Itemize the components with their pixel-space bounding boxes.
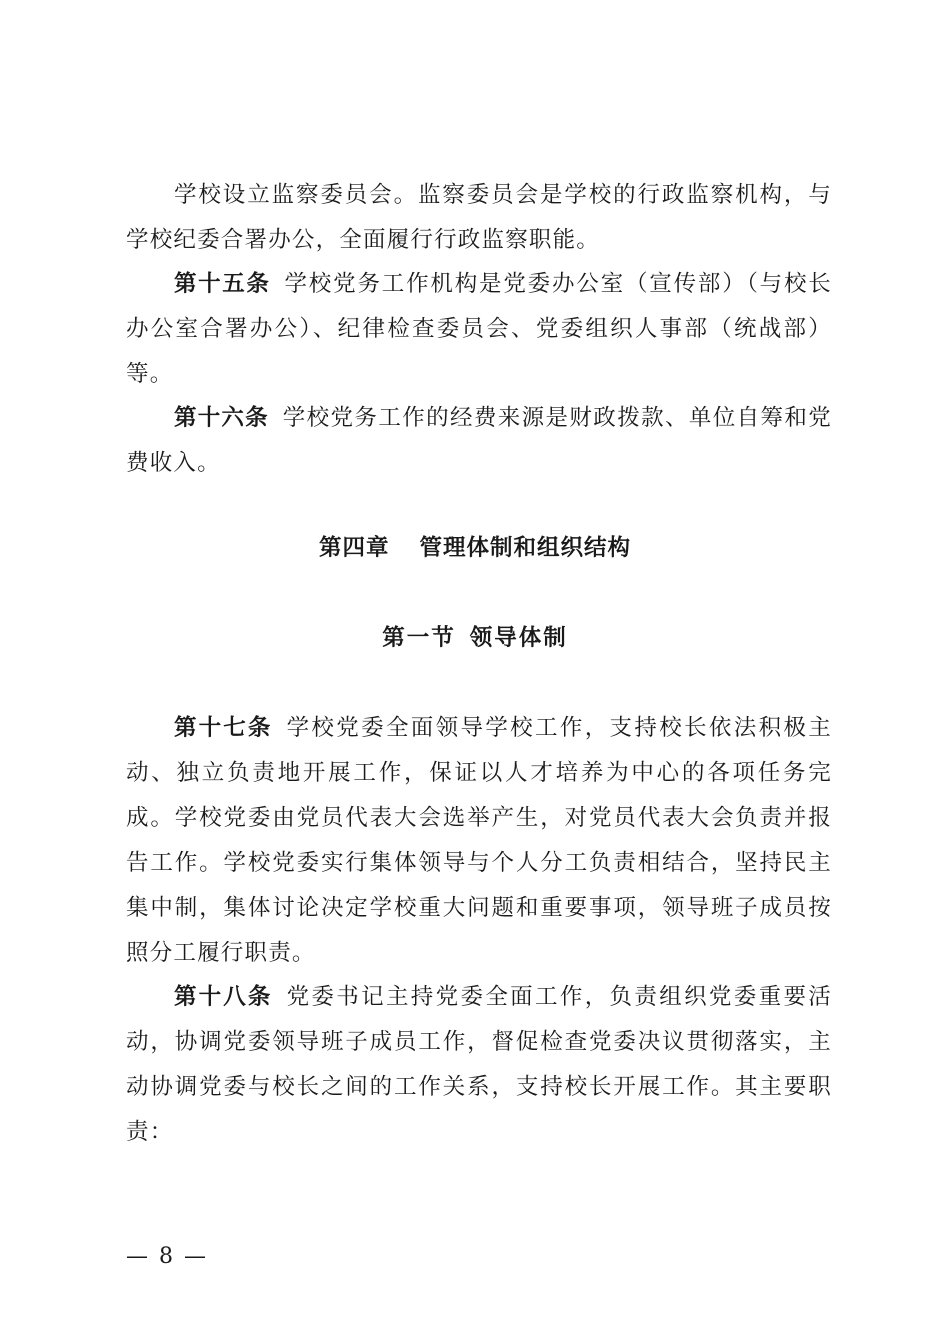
article-17 bbox=[126, 706, 832, 976]
article-text: 学校党委全面领导学校工作，支持校长依法积极主动、独立负责地开展工作，保证以人才培养为中心的各项任务完成。学校党委由党员代表大会选举产生，对党员代表大会负责并报告工作。学校党委实行集体领导与个人分工负责相结合，坚持民主集中制，集体讨论决定学校重大问题和重要事项，领导班子成员按照分工履行职责。 bbox=[126, 715, 832, 966]
article-text: 党委书记主持党委全面工作，负责组织党委重要活动，协调党委领导班子成员工作，督促检查党委决议贯彻落实，主动协调党委与校长之间的工作关系，支持校长开展工作。其主要职责： bbox=[126, 984, 832, 1145]
chapter-heading bbox=[0, 530, 950, 562]
section-title: 领导体制 bbox=[469, 625, 568, 651]
article-text: 学校党务工作机构是党委办公室（宣传部）（与校长办公室合署办公）、纪律检查委员会、党委组织人事部（统战部）等。 bbox=[126, 271, 832, 387]
paragraph-text: 学校设立监察委员会。监察委员会是学校的行政监察机构，与学校纪委合署办公，全面履行行政监察职能。 bbox=[126, 182, 832, 253]
article-number: 第十六条 bbox=[174, 405, 269, 431]
article-number: 第十七条 bbox=[174, 715, 273, 741]
section-number: 第一节 bbox=[382, 625, 456, 651]
article-16 bbox=[126, 396, 832, 486]
article-number: 第十八条 bbox=[174, 984, 273, 1010]
section-heading bbox=[0, 620, 950, 652]
article-text: 学校党务工作的经费来源是财政拨款、单位自筹和党费收入。 bbox=[126, 405, 832, 476]
page-number: — 8 — bbox=[126, 1244, 208, 1269]
paragraph-supervision-committee bbox=[126, 173, 832, 263]
article-18 bbox=[126, 975, 832, 1155]
chapter-number: 第四章 bbox=[318, 535, 390, 561]
article-number: 第十五条 bbox=[174, 271, 271, 297]
chapter-title: 管理体制和组织结构 bbox=[419, 535, 632, 561]
article-15 bbox=[126, 262, 832, 397]
